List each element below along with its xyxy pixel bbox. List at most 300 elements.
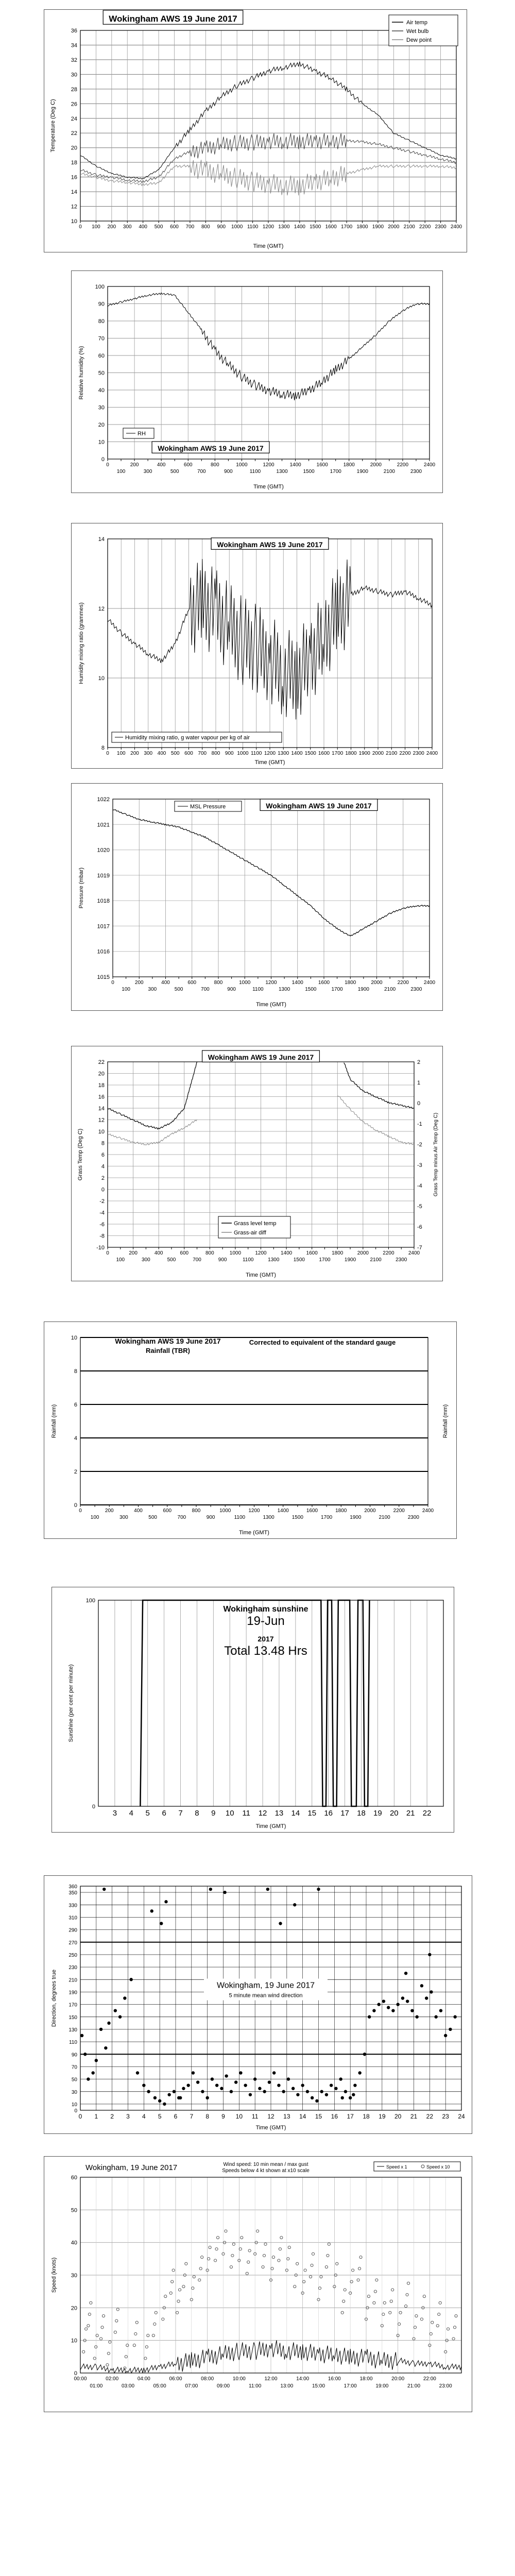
data-point — [167, 2093, 170, 2096]
x-tick-label: 15 — [307, 1809, 317, 1818]
x-tick-label: 1700 — [319, 1257, 331, 1263]
mixing-ratio-chart — [72, 523, 442, 768]
data-point — [396, 2003, 399, 2006]
x-tick-label: 2100 — [370, 1257, 382, 1263]
data-point — [272, 2256, 274, 2259]
data-point — [415, 2015, 418, 2019]
y-tick-label: 40 — [71, 2240, 77, 2246]
data-point — [263, 2254, 265, 2257]
x-tick-label: 400 — [157, 751, 166, 756]
data-point — [318, 2287, 321, 2290]
y-tick-label: 20 — [98, 422, 105, 428]
wind-speed-chart — [44, 2157, 472, 2412]
y2-tick-label: -7 — [417, 1245, 422, 1251]
data-point — [277, 2083, 280, 2087]
x-tick-label: 17:00 — [344, 2383, 357, 2389]
data-point — [401, 1996, 404, 1999]
y-axis-title: Grass Temp (Deg C) — [77, 1128, 83, 1181]
y-tick-label: -6 — [99, 1222, 105, 1228]
x-tick-label: 9 — [211, 1809, 216, 1818]
x-tick-label: 2100 — [386, 751, 398, 756]
y-tick-label: 8 — [101, 1140, 105, 1147]
data-point — [438, 2313, 440, 2315]
data-point — [342, 2300, 345, 2302]
data-point — [296, 2262, 299, 2265]
data-point — [239, 2071, 242, 2074]
y-tick-label: 20 — [98, 1071, 105, 1077]
series-line — [108, 1120, 197, 1145]
x-tick-label: 1500 — [303, 469, 315, 474]
wind-direction-chart-panel — [44, 1875, 472, 2134]
data-point — [199, 2267, 202, 2270]
data-point — [133, 2344, 135, 2347]
y-tick-label: 12 — [98, 606, 105, 612]
x-tick-label: 1500 — [293, 1257, 305, 1263]
x-tick-label: 02:00 — [106, 2376, 119, 2382]
x-tick-label: 05:00 — [153, 2383, 166, 2389]
data-point — [320, 2090, 323, 2093]
y-tick-label: 8 — [101, 745, 105, 751]
y-tick-label: 30 — [71, 2273, 77, 2279]
data-point — [244, 2083, 247, 2087]
data-point — [399, 2311, 402, 2314]
y-tick-label: 32 — [71, 57, 77, 63]
data-point — [420, 2318, 423, 2320]
y-tick-label: 8 — [74, 1368, 77, 1375]
x-tick-label: 1500 — [305, 987, 317, 992]
x-tick-label: 0 — [106, 462, 109, 468]
y-axis-title: Humidity mixing ratio (grammes) — [78, 602, 84, 684]
data-point — [142, 2083, 145, 2087]
x-tick-label: 7 — [178, 1809, 183, 1818]
data-point — [209, 2246, 211, 2249]
x-tick-label: 1700 — [330, 469, 341, 474]
x-tick-label: 19 — [373, 1809, 382, 1818]
data-point — [90, 2301, 92, 2304]
x-tick-label: 800 — [214, 980, 223, 986]
x-tick-label: 500 — [154, 224, 163, 230]
y-tick-label: 30 — [98, 404, 105, 411]
data-point — [144, 2357, 147, 2360]
x-tick-label: 400 — [154, 1250, 163, 1256]
x-tick-label: 500 — [170, 469, 179, 474]
data-point — [439, 2301, 441, 2304]
x-tick-label: 4 — [142, 2113, 146, 2120]
x-tick-label: 2200 — [393, 1508, 405, 1514]
y-tick-label: 100 — [85, 1598, 95, 1604]
data-point — [344, 2289, 346, 2291]
chart-subtitle: 5 minute mean wind direction — [229, 1992, 303, 1999]
data-point — [350, 2280, 353, 2283]
y-tick-label: 30 — [71, 72, 77, 78]
data-point — [434, 2015, 437, 2019]
series-line — [108, 1062, 197, 1129]
x-axis-title: Time (GMT) — [253, 243, 284, 249]
data-point — [367, 2295, 370, 2298]
data-point — [296, 2093, 299, 2096]
data-point — [164, 2295, 167, 2298]
data-point — [382, 1999, 385, 2003]
data-point — [230, 2266, 232, 2268]
data-point — [145, 2346, 148, 2348]
data-point — [253, 2077, 256, 2080]
x-tick-label: 300 — [142, 1257, 150, 1263]
legend-label: Humidity mixing ratio, g water vapour per kg of air — [125, 735, 250, 741]
x-tick-label: 500 — [170, 751, 180, 756]
rainfall-chart — [44, 1322, 456, 1538]
x-tick-label: 6 — [162, 1809, 166, 1818]
legend-label: MSL Pressure — [190, 804, 226, 810]
data-point — [182, 2087, 185, 2090]
x-tick-label: 1700 — [321, 1515, 333, 1520]
data-point — [287, 2258, 289, 2260]
data-point — [304, 2269, 306, 2272]
x-tick-label: 2000 — [388, 224, 400, 230]
data-point — [293, 1903, 296, 1906]
chart-note: Speeds below 4 kt shown at x10 scale — [222, 2168, 310, 2174]
x-tick-label: 2400 — [423, 462, 436, 468]
legend-label: Grass level temp — [234, 1221, 277, 1227]
x-tick-label: 800 — [201, 224, 210, 230]
x-tick-label: 1900 — [357, 987, 369, 992]
legend-label: Air temp — [406, 20, 427, 26]
x-tick-label: 14:00 — [296, 2376, 310, 2382]
x-tick-label: 600 — [180, 1250, 189, 1256]
data-point — [341, 2096, 344, 2099]
data-point — [363, 2053, 366, 2056]
y-axis-title: Relative humidity (%) — [78, 346, 84, 400]
x-tick-label: 1100 — [249, 469, 261, 474]
x-tick-label: 2 — [110, 2113, 114, 2120]
data-point — [320, 2276, 322, 2278]
x-tick-label: 21:00 — [407, 2383, 421, 2389]
y-tick-label: 1015 — [97, 974, 110, 980]
data-point — [439, 2009, 442, 2012]
x-tick-label: 21 — [406, 1809, 415, 1818]
data-point — [447, 2328, 450, 2330]
y-tick-label: 20 — [71, 145, 77, 151]
x-tick-label: 1300 — [278, 224, 290, 230]
x-tick-label: 19:00 — [375, 2383, 389, 2389]
x-tick-label: 1500 — [310, 224, 321, 230]
x-tick-label: 1700 — [331, 987, 343, 992]
y2-tick-label: 1 — [417, 1080, 421, 1086]
x-tick-label: 1200 — [262, 224, 274, 230]
x-tick-label: 300 — [123, 224, 132, 230]
data-point — [312, 2252, 314, 2255]
legend-label: Speed x 10 — [426, 2164, 450, 2170]
x-tick-label: 100 — [116, 751, 126, 756]
x-tick-label: 13 — [274, 1809, 284, 1818]
x-tick-label: 1800 — [343, 462, 355, 468]
data-point — [453, 2326, 456, 2329]
data-point — [391, 2009, 394, 2012]
data-point — [449, 2028, 452, 2031]
y-tick-label: 110 — [69, 2040, 77, 2046]
y2-tick-label: -2 — [417, 1142, 422, 1148]
data-point — [344, 2090, 347, 2093]
x-tick-label: 1200 — [263, 462, 274, 468]
y-tick-label: 14 — [98, 536, 105, 543]
x-tick-label: 01:00 — [90, 2383, 103, 2389]
data-point — [201, 2256, 203, 2259]
data-point — [163, 2103, 166, 2106]
data-point — [352, 2093, 355, 2096]
x-axis-title: Time (GMT) — [256, 1002, 286, 1008]
x-tick-label: 20 — [394, 2113, 402, 2120]
x-tick-label: 900 — [224, 469, 233, 474]
data-point — [114, 2009, 117, 2012]
series-line — [344, 1063, 414, 1109]
data-point — [209, 1888, 212, 1891]
y-tick-label: 80 — [98, 318, 105, 325]
data-point — [358, 2267, 360, 2270]
data-point — [325, 2093, 328, 2096]
data-point — [85, 2328, 88, 2330]
data-point — [247, 2261, 250, 2263]
data-point — [431, 2321, 434, 2324]
x-tick-label: 14 — [291, 1809, 300, 1818]
x-tick-label: 23 — [442, 2113, 449, 2120]
x-tick-label: 18 — [363, 2113, 370, 2120]
x-axis-title: Time (GMT) — [255, 2125, 286, 2131]
data-point — [430, 2332, 432, 2335]
chart-subtitle: Wind speed: 10 min mean / max gust — [223, 2162, 308, 2167]
data-point — [95, 2346, 97, 2348]
x-tick-label: 6 — [174, 2113, 178, 2120]
data-point — [192, 2287, 194, 2290]
x-tick-label: 1100 — [242, 1257, 254, 1263]
data-point — [262, 2266, 264, 2268]
x-tick-label: 700 — [177, 1515, 186, 1520]
data-point — [91, 2071, 94, 2074]
x-tick-label: 22 — [426, 2113, 434, 2120]
x-tick-label: 1400 — [277, 1508, 289, 1514]
x-tick-label: 1800 — [345, 980, 356, 986]
y-tick-label: 22 — [71, 130, 77, 137]
y-tick-label: 0 — [74, 1502, 77, 1509]
y-tick-label: 24 — [71, 115, 77, 122]
x-tick-label: 10 — [235, 2113, 243, 2120]
data-point — [279, 2248, 281, 2250]
x-tick-label: 1000 — [229, 1250, 242, 1256]
x-tick-label: 1600 — [306, 1508, 318, 1514]
x-tick-label: 2300 — [413, 751, 424, 756]
y-tick-label: 210 — [68, 1977, 77, 1984]
x-tick-label: 1800 — [345, 751, 357, 756]
x-tick-label: 1800 — [335, 1508, 347, 1514]
y-tick-label: 10 — [98, 439, 105, 446]
x-tick-label: 2000 — [370, 462, 382, 468]
y-tick-label: 0 — [101, 1187, 105, 1193]
grass-temp-chart-panel — [71, 1046, 443, 1281]
data-point — [383, 2301, 386, 2304]
x-tick-label: 03:00 — [121, 2383, 135, 2389]
y-tick-label: 90 — [71, 2052, 77, 2058]
y-tick-label: 36 — [71, 28, 77, 34]
x-tick-label: 500 — [174, 987, 183, 992]
sunshine-chart-panel — [52, 1587, 454, 1833]
data-point — [341, 2311, 344, 2314]
x-tick-label: 1200 — [265, 980, 277, 986]
data-point — [406, 1999, 409, 2003]
y-tick-label: 6 — [101, 1152, 105, 1158]
y-tick-label: 70 — [98, 335, 105, 342]
y2-tick-label: -6 — [417, 1224, 422, 1230]
x-tick-label: 0 — [78, 2113, 82, 2120]
x-tick-label: 600 — [184, 751, 193, 756]
x-axis-title: Time (GMT) — [255, 1823, 286, 1829]
x-tick-label: 1700 — [332, 751, 344, 756]
x-tick-label: 08:00 — [201, 2376, 214, 2382]
data-point — [234, 2080, 237, 2083]
x-axis-title: Time (GMT) — [253, 484, 284, 490]
x-tick-label: 800 — [205, 1250, 214, 1256]
x-tick-label: 18 — [357, 1809, 366, 1818]
x-tick-label: 1600 — [316, 462, 328, 468]
data-point — [208, 2258, 210, 2260]
x-tick-label: 0 — [106, 751, 109, 756]
y-tick-label: 28 — [71, 86, 77, 93]
data-point — [99, 2337, 102, 2340]
x-tick-label: 9 — [221, 2113, 225, 2120]
y-tick-label: -8 — [99, 1233, 105, 1240]
y-axis-title: Rainfall (mm) — [51, 1404, 57, 1438]
data-point — [164, 1900, 167, 1903]
data-point — [88, 2313, 91, 2315]
data-point — [241, 2236, 243, 2239]
data-point — [215, 2248, 218, 2250]
x-tick-label: 200 — [105, 1508, 114, 1514]
chart-note: Corrected to equivalent of the standard gauge — [249, 1338, 396, 1346]
x-tick-label: 1400 — [289, 462, 301, 468]
x-tick-label: 1400 — [280, 1250, 293, 1256]
data-point — [223, 1891, 226, 1894]
x-tick-label: 1200 — [264, 751, 276, 756]
y-axis-title: Temperature (Deg C) — [50, 99, 56, 152]
data-point — [179, 2096, 182, 2099]
data-point — [150, 1909, 153, 1912]
x-tick-label: 2400 — [450, 224, 462, 230]
y-tick-label: 170 — [68, 2002, 77, 2008]
y-axis-title: Pressure (mbar) — [78, 867, 84, 909]
data-point — [352, 2269, 354, 2272]
x-tick-label: 400 — [161, 980, 170, 986]
x-tick-label: 400 — [139, 224, 148, 230]
y-tick-label: 0 — [74, 2370, 77, 2377]
y2-tick-label: 2 — [417, 1059, 421, 1065]
y-tick-label: 10 — [71, 2337, 77, 2344]
data-point — [118, 2015, 122, 2019]
data-point — [282, 2090, 285, 2093]
data-point — [104, 2046, 107, 2049]
data-point — [420, 1984, 423, 1987]
x-tick-label: 2000 — [357, 1250, 369, 1256]
chart-title: Wokingham, 19 June 2017 — [85, 2163, 178, 2172]
data-point — [225, 2230, 227, 2232]
data-point — [215, 2083, 218, 2087]
x-tick-label: 2000 — [372, 751, 384, 756]
y-tick-label: 150 — [68, 2014, 77, 2021]
x-tick-label: 2000 — [371, 980, 383, 986]
chart-title: Wokingham AWS 19 June 2017 — [266, 802, 372, 810]
x-tick-label: 900 — [218, 1257, 227, 1263]
data-point — [249, 2093, 252, 2096]
x-tick-label: 1900 — [372, 224, 384, 230]
data-point — [129, 1978, 132, 1981]
data-point — [303, 2280, 305, 2283]
data-point — [93, 2357, 96, 2360]
data-point — [453, 2015, 456, 2019]
x-tick-label: 0 — [79, 224, 82, 230]
plot-area-border — [98, 1600, 443, 1806]
y-tick-label: 12 — [71, 204, 77, 210]
data-point — [154, 2311, 157, 2314]
x-tick-label: 17 — [340, 1809, 349, 1818]
data-point — [263, 2090, 266, 2093]
data-point — [256, 2230, 259, 2232]
humidity-chart — [72, 271, 442, 493]
x-tick-label: 14 — [299, 2113, 306, 2120]
x-axis-title: Time (GMT) — [246, 1272, 276, 1278]
x-tick-label: 07:00 — [185, 2383, 198, 2389]
x-tick-label: 2300 — [396, 1257, 407, 1263]
x-tick-label: 10:00 — [232, 2376, 246, 2382]
x-tick-label: 1400 — [291, 751, 303, 756]
x-tick-label: 5 — [158, 2113, 162, 2120]
x-tick-label: 500 — [148, 1515, 157, 1520]
x-tick-label: 7 — [190, 2113, 194, 2120]
x-tick-label: 21 — [410, 2113, 418, 2120]
series-line — [337, 1096, 414, 1145]
y-tick-label: 4 — [74, 1435, 77, 1442]
y2-tick-label: -4 — [417, 1183, 422, 1189]
data-point — [246, 2272, 248, 2275]
y-tick-label: -4 — [99, 1210, 105, 1216]
data-point — [169, 2292, 172, 2294]
y-tick-label: 2 — [101, 1175, 105, 1181]
x-tick-label: 1900 — [356, 469, 368, 474]
x-tick-label: 900 — [206, 1515, 215, 1520]
y-tick-label: 30 — [71, 2089, 77, 2095]
page-footer-blank — [0, 2421, 515, 2576]
data-point — [436, 2325, 439, 2327]
x-tick-label: 12 — [258, 1809, 267, 1818]
data-point — [406, 2293, 408, 2296]
x-tick-label: 15:00 — [312, 2383, 325, 2389]
y-tick-label: 0 — [101, 456, 105, 463]
data-point — [410, 2009, 414, 2012]
x-tick-label: 2300 — [407, 1515, 419, 1520]
legend-label: Grass-air diff — [234, 1230, 266, 1236]
chart-subtitle: Rainfall (TBR) — [146, 1347, 190, 1354]
data-point — [162, 2318, 164, 2320]
y-tick-label: 60 — [98, 353, 105, 359]
data-point — [288, 2246, 290, 2249]
y-tick-label: 14 — [98, 1106, 105, 1112]
x-tick-label: 1400 — [291, 980, 303, 986]
data-point — [147, 2334, 149, 2337]
x-tick-label: 1000 — [237, 751, 249, 756]
y-tick-label: 4 — [101, 1163, 105, 1170]
x-tick-label: 3 — [126, 2113, 130, 2120]
data-point — [198, 2279, 201, 2281]
data-point — [178, 2289, 181, 2291]
x-tick-label: 1300 — [268, 1257, 280, 1263]
x-tick-label: 0 — [79, 1508, 82, 1514]
x-tick-label: 600 — [163, 1508, 172, 1514]
y-tick-label: 14 — [71, 189, 77, 196]
